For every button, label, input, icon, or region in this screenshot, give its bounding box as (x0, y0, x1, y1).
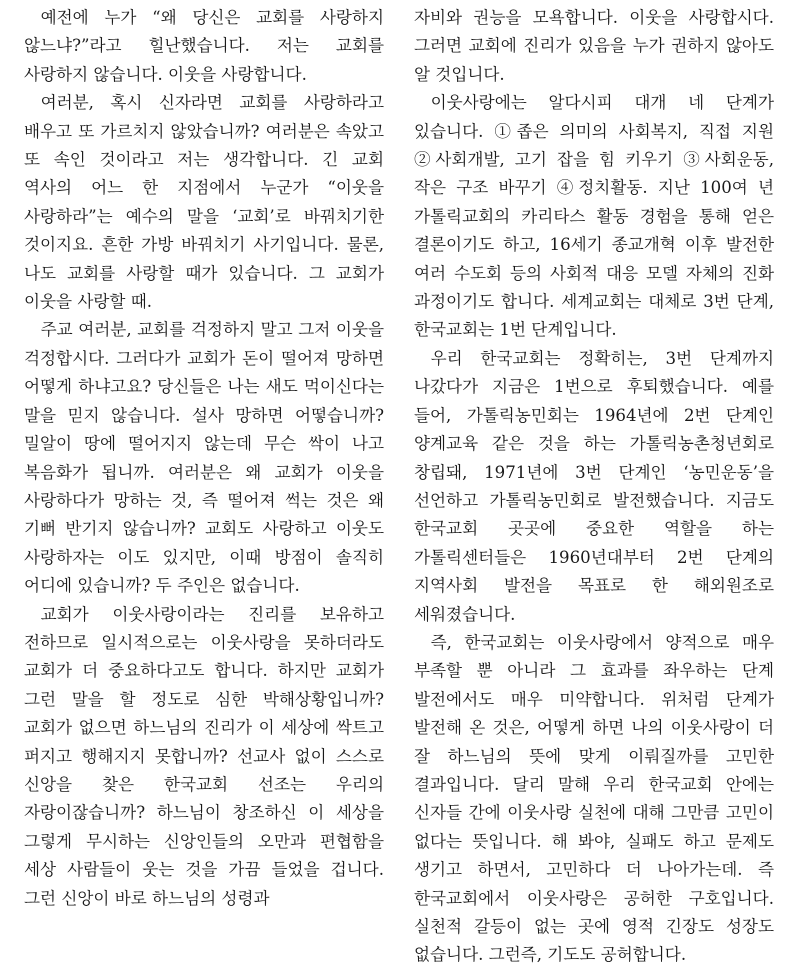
paragraph: 여러분, 혹시 신자라면 교회를 사랑하라고 배우고 또 가르치지 않았습니까? 여러분은 속았고 또 속인 것이라고 저는 생각합니다. 긴 교회 역사의 어느 한 지점에서 누군가 “이웃을 사랑하라”는 예수의 말을 ‘교회’로 바꿔치기한 것이지요. 흔한 가방 바꿔치기 사기입니다. 물론, 나도 교회를 사랑할 때가 있습니다. 그 교회가 이웃을 사랑할 때. (24, 93, 384, 312)
paragraph: 즉, 한국교회는 이웃사랑에서 양적으로 매우 부족할 뿐 아니라 그 효과를 좌우하는 단계 발전에서도 매우 미약합니다. 위처럼 단계가 발전해 온 것은, 어떻게 하면 나의 이웃사랑이 더 잘 하느님의 뜻에 맞게 이뤄질까를 고민한 결과입니다. 달리 말해 우리 한국교회 안에는 신자들 간에 이웃사랑 실천에 대해 그만큼 고민이 없다는 뜻입니다. 해 봐야, 실패도 하고 문제도 생기고 하면서, 고민하다 더 나아가는데. 즉 한국교회에서 이웃사랑은 공허한 구호입니다. 실천적 갈등이 없는 곳에 영적 긴장도 성장도 없습니다. 그런즉, 기도도 공허합니다. (414, 632, 774, 965)
right-column (414, 4, 774, 970)
paragraph: 우리 한국교회는 정확히는, 3번 단계까지 나갔다가 지금은 1번으로 후퇴했습니다. 예를 들어, 가톨릭농민회는 1964년에 2번 단계인 양계교육 같은 것을 하는 가톨릭농촌청년회로 창립돼, 1971년에 3번 단계인 ‘농민운동’을 선언하고 가톨릭농민회로 발전했습니다. 지금도 한국교회 곳곳에 중요한 역할을 하는 가톨릭센터들은 1960년대부터 2번 단계의 지역사회 발전을 목표로 한 해외원조로 세워졌습니다. (414, 348, 774, 624)
paragraph: 예전에 누가 “왜 당신은 교회를 사랑하지 않느냐?”라고 힐난했습니다. 저는 교회를 사랑하지 않습니다. 이웃을 사랑합니다. (24, 8, 384, 84)
left-column (24, 4, 384, 913)
paragraph-continued: 자비와 권능을 모욕합니다. 이웃을 사랑합시다. 그러면 교회에 진리가 있음을 누가 권하지 않아도 알 것입니다. (414, 8, 774, 84)
paragraph: 교회가 이웃사랑이라는 진리를 보유하고 전하므로 일시적으로는 이웃사랑을 못하더라도 교회가 더 중요하다고도 합니다. 하지만 교회가 그런 말을 할 정도로 심한 박해상황입니까? 교회가 없으면 하느님의 진리가 이 세상에 싹트고 퍼지고 행해지지 못합니까? 선교사 없이 스스로 신앙을 찾은 한국교회 선조는 우리의 자랑이잖습니까? 하느님이 창조하신 이 세상을 그렇게 무시하는 신앙인들의 오만과 편협함을 세상 사람들이 웃는 것을 가끔 들었을 겁니다. 그런 신앙이 바로 하느님의 성령과 (24, 604, 384, 908)
paragraph: 주교 여러분, 교회를 걱정하지 말고 그저 이웃을 걱정합시다. 그러다가 교회가 돈이 떨어져 망하면 어떻게 하냐고요? 당신들은 나는 새도 먹이신다는 말을 믿지 않습니다. 설사 망하면 어떻습니까? 밀알이 땅에 떨어지지 않는데 무슨 싹이 나고 복음화가 됩니까. 여러분은 왜 교회가 이웃을 사랑하다가 망하는 것, 즉 떨어져 썩는 것은 왜 기뻐 반기지 않습니까? 교회도 사랑하고 이웃도 사랑하자는 이도 있지만, 이때 방점이 솔직히 어디에 있습니까? 두 주인은 없습니다. (24, 320, 384, 596)
paragraph: 이웃사랑에는 알다시피 대개 네 단계가 있습니다. ①좁은 의미의 사회복지, 직접 지원 ②사회개발, 고기 잡을 힘 키우기 ③사회운동, 작은 구조 바꾸기 ④정치활동. 지난 100여 년 가톨릭교회의 카리타스 활동 경험을 통해 얻은 결론이기도 하고, 16세기 종교개혁 이후 발전한 여러 수도회 등의 사회적 대응 모델 자체의 진화 과정이기도 합니다. 세계교회는 대체로 3번 단계, 한국교회는 1번 단계입니다. (414, 93, 774, 340)
